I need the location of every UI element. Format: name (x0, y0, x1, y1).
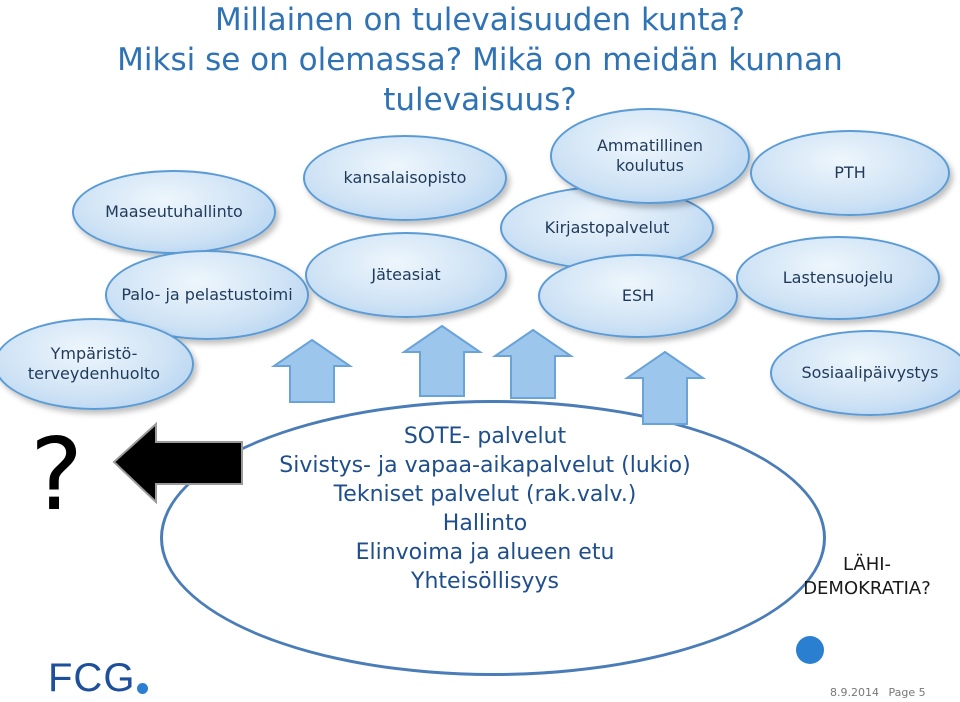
bubble-palo-label: Palo- ja pelastustoimi (121, 285, 293, 304)
bubble-lastensuojelu-label: Lastensuojelu (782, 268, 894, 287)
core-services-list (200, 422, 770, 596)
bubble-sosiaalipaivystys-label: Sosiaalipäivystys (801, 363, 939, 382)
title-line-1: Millainen on tulevaisuuden kunta? (215, 2, 745, 38)
bubble-maaseutuhallinto-label: Maaseutuhallinto (105, 202, 243, 221)
bubble-kansalaisopisto-label: kansalaisopisto (343, 168, 467, 187)
bubble-ymparisto-line-1: Ympäristö- (50, 344, 138, 363)
bubble-kirjastopalvelut-label: Kirjastopalvelut (544, 218, 670, 237)
service-hallinto: Hallinto (442, 511, 528, 536)
up-arrow-3-icon (495, 330, 571, 398)
bubble-pth-label: PTH (834, 163, 866, 182)
lahidemokratia-label (782, 553, 952, 601)
question-mark: ? (30, 416, 84, 533)
title-line-3: tulevaisuus? (383, 82, 577, 118)
bubble-ammatillinen-line-1: Ammatillinen (596, 136, 704, 155)
up-arrow-4-icon (627, 352, 703, 424)
fcg-logo-dot (137, 683, 148, 694)
lahidemokratia-line-1: LÄHI- (842, 554, 892, 575)
bubble-ymparisto-line-2: terveydenhuolto (27, 364, 161, 383)
service-sote: SOTE- palvelut (403, 424, 567, 449)
slide-footer (830, 686, 926, 699)
bubble-ammatillinen-line-2: koulutus (616, 156, 684, 175)
service-sivistys: Sivistys- ja vapaa-aikapalvelut (lukio) (279, 453, 691, 478)
service-elinvoima: Elinvoima ja alueen etu (355, 540, 615, 565)
decorative-dot (796, 636, 824, 664)
fcg-logo: FCG (48, 656, 136, 700)
up-arrow-1-icon (274, 340, 350, 402)
footer-date: 8.9.2014 (830, 686, 879, 699)
service-tekniset: Tekniset palvelut (rak.valv.) (333, 482, 637, 507)
lahidemokratia-line-2: DEMOKRATIA? (803, 578, 931, 599)
service-yhteisollisyys: Yhteisöllisyys (411, 569, 559, 594)
title-line-2: Miksi se on olemassa? Mikä on meidän kunnan (117, 42, 843, 78)
up-arrow-2-icon (404, 326, 480, 396)
footer-page: Page 5 (888, 686, 926, 699)
bubble-esh-label: ESH (621, 286, 655, 305)
bubble-jateasiat-label: Jäteasiat (371, 265, 441, 284)
